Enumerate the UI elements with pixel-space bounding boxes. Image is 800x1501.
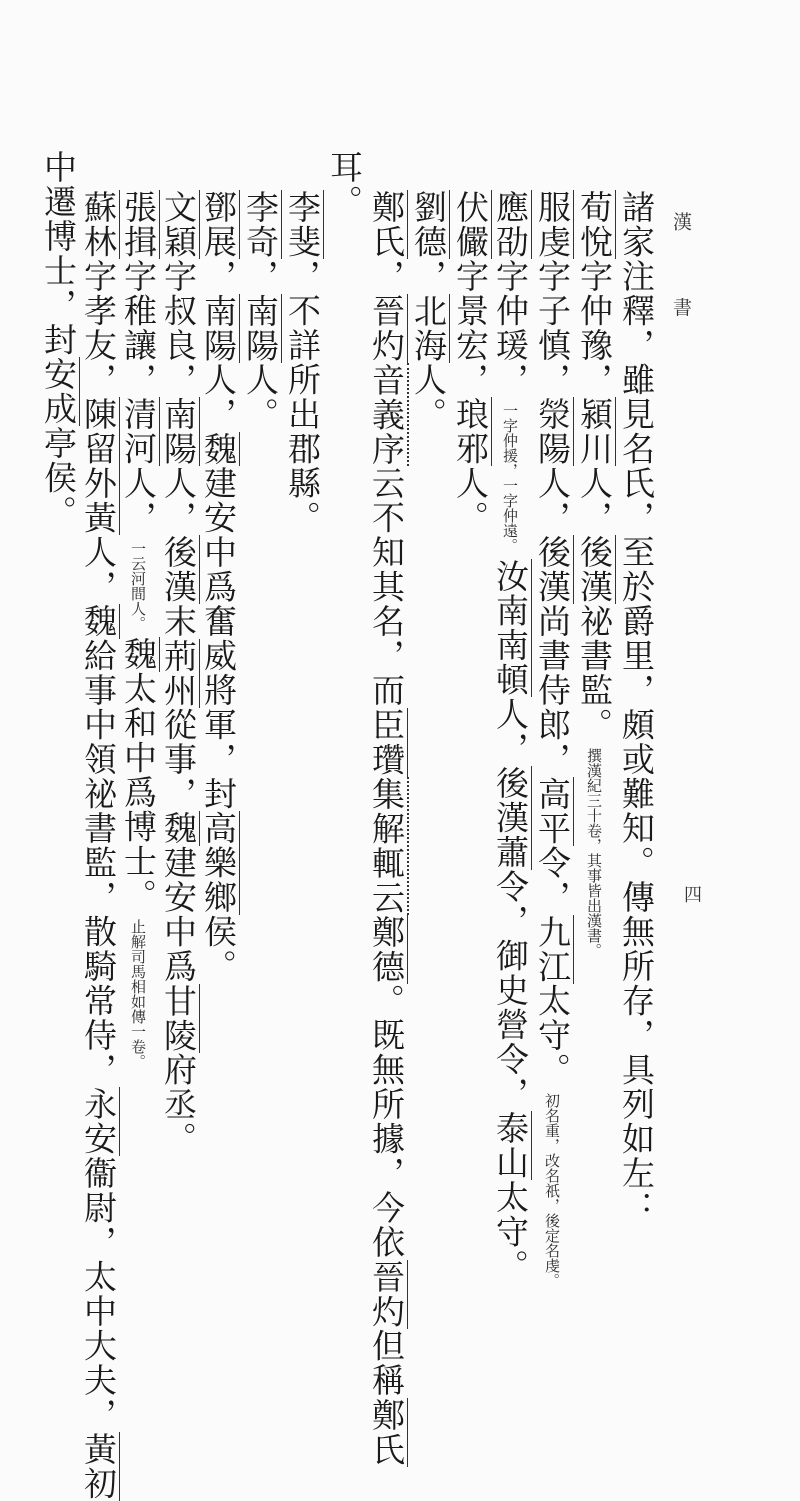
proper-noun: 文穎 — [159, 190, 198, 259]
text-run: 尚書侍郎， — [533, 604, 572, 777]
proper-noun: 北海 — [409, 293, 448, 363]
text-run: ， — [367, 259, 406, 294]
proper-noun: 魏 — [119, 637, 158, 672]
text-column — [492, 190, 528, 1284]
text-column — [40, 150, 76, 530]
proper-noun: 琅邪 — [451, 397, 490, 466]
text-run: 字稚讓， — [119, 259, 158, 397]
proper-noun: 甘陵 — [159, 983, 198, 1053]
proper-noun: 永安 — [79, 1087, 118, 1156]
text-run: 府丞。 — [159, 1052, 198, 1156]
text-run: 字仲豫， — [575, 259, 614, 397]
text-run: 耳。 — [325, 150, 364, 219]
annotation-note: 一云河間人。 — [129, 541, 147, 631]
text-run: 侯。 — [199, 914, 238, 984]
text-run: 建安中爲 — [159, 845, 198, 984]
text-run: 太和中爲博士。 — [119, 671, 158, 913]
text-run: 從事， — [159, 707, 198, 811]
text-run: 字仲瑗， — [491, 259, 530, 397]
proper-noun: 服虔 — [533, 190, 572, 259]
text-column — [618, 190, 654, 1225]
proper-noun: 後漢 — [159, 535, 198, 604]
text-run: 人， — [575, 466, 614, 535]
proper-noun: 張揖 — [119, 190, 158, 259]
text-run: 人。 — [451, 466, 490, 535]
text-run: 。既無所據，今依 — [367, 983, 406, 1260]
proper-noun: 高平 — [533, 776, 572, 846]
text-run: 人， — [199, 362, 238, 432]
text-run: ， — [409, 259, 448, 294]
proper-noun: 蘇林 — [79, 190, 118, 259]
proper-noun: 高樂鄉 — [199, 811, 238, 915]
proper-noun: 晉灼 — [367, 293, 406, 363]
proper-noun: 劉德 — [409, 190, 448, 259]
proper-noun: 荀悅 — [575, 190, 614, 259]
text-column — [326, 150, 362, 219]
text-column — [452, 190, 488, 535]
text-column — [534, 190, 570, 1294]
text-run: 字景宏， — [451, 259, 490, 397]
text-run: 人。 — [409, 362, 448, 432]
proper-noun: 黃初 — [79, 1432, 118, 1501]
text-column — [576, 190, 612, 964]
text-run: 云不知其名，而 — [367, 466, 406, 708]
page-number: 四 — [681, 885, 702, 903]
proper-noun: 後漢 — [491, 766, 530, 835]
proper-noun: 鄭氏 — [367, 190, 406, 259]
proper-noun: 九江 — [533, 914, 572, 984]
text-run: 祕書監。 — [575, 604, 614, 742]
text-run: 給事中領祕書監，散騎常侍， — [79, 638, 118, 1087]
proper-noun: 南陽 — [159, 397, 198, 466]
proper-noun: 汝南 — [491, 559, 530, 628]
text-column — [242, 190, 278, 432]
text-column — [200, 190, 236, 984]
text-run: 太守。 — [491, 1180, 530, 1284]
proper-noun: 魏 — [79, 604, 118, 639]
annotation-note: 一字仲援，一字仲遠。 — [501, 403, 519, 553]
proper-noun: 鄧展 — [199, 190, 238, 259]
proper-noun: 魏 — [159, 811, 198, 846]
text-column — [120, 190, 156, 1075]
text-run: 人， — [159, 466, 198, 535]
proper-noun: 鄭氏 — [367, 1397, 406, 1467]
proper-noun: 鄭德 — [367, 914, 406, 984]
proper-noun: 南頓 — [491, 628, 530, 697]
text-run: 人， — [533, 466, 572, 535]
proper-noun: 泰山 — [491, 1111, 530, 1180]
text-column — [160, 190, 196, 1156]
proper-noun: 外黃 — [79, 466, 118, 535]
proper-noun: 南陽 — [241, 293, 280, 363]
text-run: 字子慎， — [533, 259, 572, 397]
text-column — [80, 190, 116, 1501]
proper-noun: 李奇 — [241, 190, 280, 259]
proper-noun: 荊州 — [159, 638, 198, 708]
text-run: ， — [241, 259, 280, 294]
text-column — [410, 190, 446, 432]
proper-noun: 晉灼 — [367, 1259, 406, 1329]
text-run: 諸家注釋，雖見名氏，至於爵里，頗或難知。傳無所存，具列如左： — [617, 190, 656, 1225]
proper-noun: 滎陽 — [533, 397, 572, 466]
text-run: 字孝友， — [79, 259, 118, 397]
text-column — [284, 190, 320, 535]
text-run: 中遷博士，封 — [39, 150, 78, 357]
text-run: 太守。 — [533, 983, 572, 1087]
text-run: 末 — [159, 604, 198, 639]
proper-noun: 應劭 — [491, 190, 530, 259]
annotation-note: 撰漢紀三十卷，其事皆出漢書。 — [585, 748, 603, 958]
book-title-mark: 音義序 — [367, 363, 409, 467]
text-run: 亭侯。 — [39, 426, 78, 530]
proper-noun: 伏儼 — [451, 190, 490, 259]
proper-noun: 後漢 — [575, 535, 614, 604]
proper-noun: 清河 — [119, 397, 158, 466]
annotation-note: 初名重，改名祇，後定名虔。 — [543, 1093, 561, 1288]
proper-noun: 南陽 — [199, 293, 238, 363]
text-run: 人， — [119, 466, 158, 535]
book-title-mark: 集解輒云 — [367, 777, 409, 915]
proper-noun: 李斐 — [283, 190, 322, 259]
proper-noun: 魏 — [199, 431, 238, 466]
text-run: 人， — [79, 535, 118, 604]
text-run: 字叔良， — [159, 259, 198, 397]
book-title: 漢 書 — [670, 212, 692, 347]
text-run: 人， — [491, 697, 530, 766]
text-run: 令，御史營令， — [491, 869, 530, 1111]
text-run: 建安中爲奮威將軍，封 — [199, 466, 238, 811]
proper-noun: 蕭 — [491, 835, 530, 870]
proper-noun: 陳留 — [79, 397, 118, 466]
proper-noun: 安成 — [39, 357, 78, 426]
text-column — [368, 190, 404, 1467]
proper-noun: 潁川 — [575, 397, 614, 466]
text-run: 令， — [533, 845, 572, 915]
text-run: 衞尉，太中大夫， — [79, 1156, 118, 1432]
text-run: ， — [199, 259, 238, 294]
text-run: 人。 — [241, 362, 280, 432]
proper-noun: 後漢 — [533, 535, 572, 604]
proper-noun: 臣瓚 — [367, 707, 406, 777]
text-run: 但稱 — [367, 1328, 406, 1398]
annotation-note: 止解司馬相如傳一卷。 — [129, 919, 147, 1069]
text-run: ，不詳所出郡縣。 — [283, 259, 322, 535]
